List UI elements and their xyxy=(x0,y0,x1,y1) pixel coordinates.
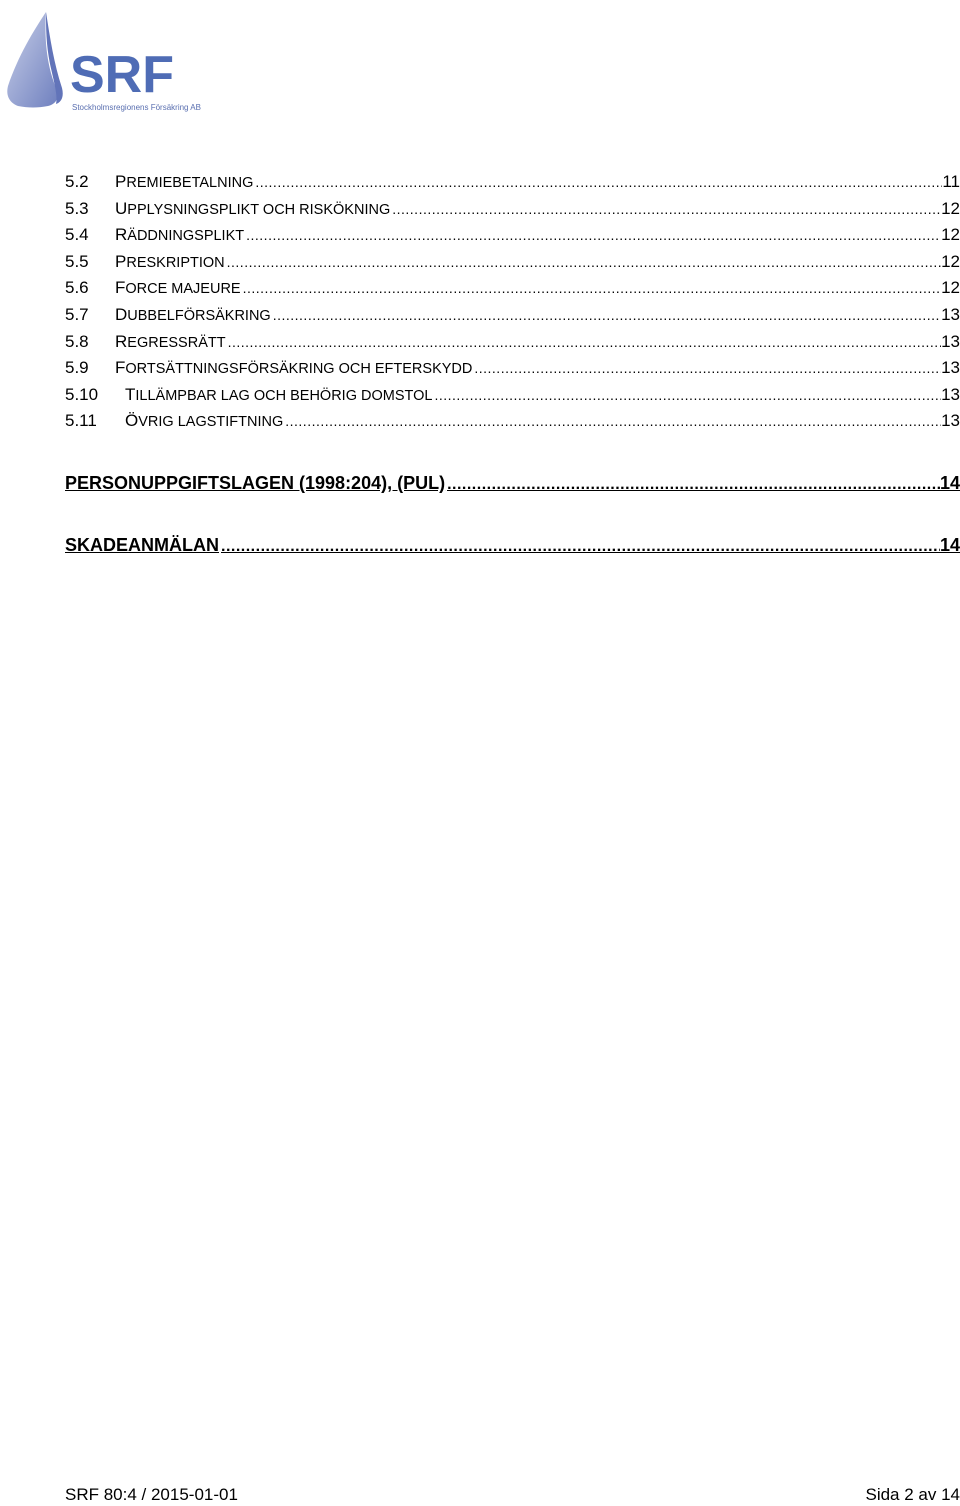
toc-entry-title-rest: UBBELFÖRSÄKRING xyxy=(127,308,271,324)
toc-entry[interactable] xyxy=(65,276,960,300)
toc-entry-title-initial: P xyxy=(115,252,127,271)
toc-entry-title-initial: U xyxy=(115,199,128,218)
toc-major-title: PERSONUPPGIFTSLAGEN (1998:204), (PUL) xyxy=(65,473,446,493)
toc-entry-page: 12 xyxy=(941,278,960,297)
toc-dot-leader xyxy=(225,250,941,274)
footer-page-number: Sida 2 av 14 xyxy=(865,1485,960,1504)
toc-dot-leader xyxy=(271,303,941,327)
toc-dot-leader xyxy=(226,330,942,354)
toc-entry-title-initial: Ö xyxy=(125,411,139,430)
toc-entry[interactable] xyxy=(65,197,960,221)
toc-entry-title-initial: T xyxy=(125,385,136,404)
toc-entry-title-rest: VRIG LAGSTIFTNING xyxy=(138,414,284,430)
toc-major-entry[interactable] xyxy=(65,470,960,496)
toc-major-entry[interactable] xyxy=(65,532,960,558)
toc-dot-leader xyxy=(283,409,941,433)
toc-entry-number: 5.8 xyxy=(65,332,89,351)
toc-dot-leader xyxy=(445,472,940,498)
toc-entry-page: 12 xyxy=(941,252,960,271)
toc-entry-number: 5.11 xyxy=(65,411,97,430)
toc-entry-title-rest: ORTSÄTTNINGSFÖRSÄKRING OCH EFTERSKYDD xyxy=(125,361,473,377)
toc-entry-page: 13 xyxy=(941,305,960,324)
toc-entry-page: 13 xyxy=(941,411,960,430)
toc-major-page: 14 xyxy=(939,473,960,493)
toc-entry-number: 5.4 xyxy=(65,225,89,244)
toc-entry-title xyxy=(115,356,472,381)
logo-tagline: Stockholmsregionens Försäkring AB xyxy=(72,103,201,112)
toc-entry[interactable] xyxy=(65,250,960,274)
toc-entry[interactable] xyxy=(65,356,960,380)
toc-entry[interactable] xyxy=(65,330,960,354)
toc-entry-title-rest: ILLÄMPBAR LAG OCH BEHÖRIG DOMSTOL xyxy=(135,388,433,404)
toc-entry-title xyxy=(115,250,225,275)
toc-entry-number: 5.10 xyxy=(65,385,99,404)
toc-entry[interactable] xyxy=(65,383,960,407)
toc-entry-number: 5.9 xyxy=(65,358,89,377)
toc-entry-title xyxy=(115,223,244,248)
toc-entry-title-initial: D xyxy=(115,305,128,324)
toc-entry-title-rest: ORCE MAJEURE xyxy=(125,281,241,297)
toc-entry-title-initial: R xyxy=(115,225,128,244)
toc-entry-title-initial: R xyxy=(115,332,128,351)
toc-dot-leader xyxy=(390,197,941,221)
toc-entry-page: 12 xyxy=(941,225,960,244)
toc-major-title: SKADEANMÄLAN xyxy=(65,535,219,555)
toc-entry-title-rest: PPLYSNINGSPLIKT OCH RISKÖKNING xyxy=(127,202,391,218)
logo-wordmark: SRF xyxy=(70,46,174,104)
toc-entry-page: 12 xyxy=(941,199,960,218)
toc-entry-title xyxy=(115,330,226,355)
toc-entry-title xyxy=(125,383,432,408)
toc-entry[interactable] xyxy=(65,409,960,433)
company-logo xyxy=(4,8,204,112)
toc-entry-title xyxy=(115,170,253,195)
sail-logo-icon xyxy=(4,8,204,112)
toc-entry-page: 13 xyxy=(941,385,960,404)
toc-entry-title xyxy=(115,303,271,328)
toc-dot-leader xyxy=(219,534,940,560)
toc-entry-title-initial: F xyxy=(115,358,126,377)
toc-entry-number: 5.2 xyxy=(65,172,89,191)
toc-entry[interactable] xyxy=(65,303,960,327)
toc-entry-title xyxy=(125,409,283,434)
toc-entry[interactable] xyxy=(65,170,960,194)
toc-entry-page: 11 xyxy=(942,172,960,191)
toc-entry-title-rest: EGRESSRÄTT xyxy=(127,335,226,351)
toc-entry-title xyxy=(115,276,241,301)
page-footer xyxy=(65,1484,960,1506)
toc-entry-number: 5.3 xyxy=(65,199,89,218)
toc-dot-leader xyxy=(472,356,941,380)
toc-dot-leader xyxy=(253,170,942,194)
toc-entry-title-rest: ÄDDNINGSPLIKT xyxy=(127,228,245,244)
toc-entry-title-initial: P xyxy=(115,172,127,191)
toc-dot-leader xyxy=(432,383,941,407)
toc-major-page: 14 xyxy=(939,535,960,555)
toc-entry-page: 13 xyxy=(941,358,960,377)
footer-document-id: SRF 80:4 / 2015-01-01 xyxy=(65,1485,238,1504)
toc-entry-title-initial: F xyxy=(115,278,126,297)
toc-entry-page: 13 xyxy=(941,332,960,351)
toc-entry-number: 5.5 xyxy=(65,252,89,271)
toc-entry-title-rest: REMIEBETALNING xyxy=(126,175,254,191)
toc-dot-leader xyxy=(244,223,941,247)
toc-entry-number: 5.6 xyxy=(65,278,89,297)
toc-entry[interactable] xyxy=(65,223,960,247)
toc-entry-title-rest: RESKRIPTION xyxy=(126,255,225,271)
toc-entry-number: 5.7 xyxy=(65,305,89,324)
toc-entry-title xyxy=(115,197,390,222)
toc-dot-leader xyxy=(241,276,941,300)
